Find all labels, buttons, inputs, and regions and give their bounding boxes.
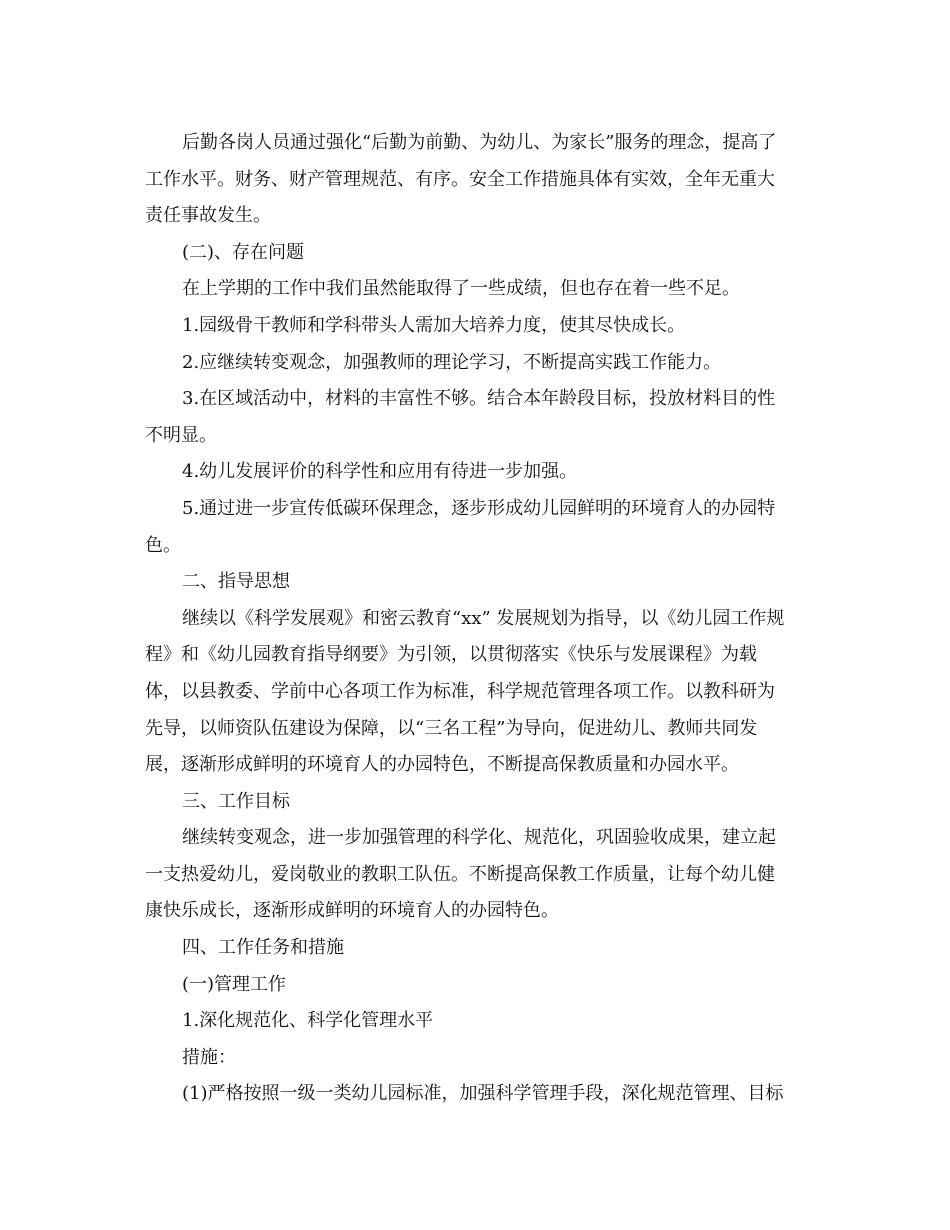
text-line: 体，以县教委、学前中心各项工作为标准，科学规范管理各项工作。以教科研为 [145,680,775,702]
text-line: 色。 [145,534,181,556]
text-line: 1.园级骨干教师和学科带头人需加大培养力度，使其尽快成长。 [182,314,686,336]
text-line: 康快乐成长，逐渐形成鲜明的环境育人的办园特色。 [145,900,559,922]
text-line: (一)管理工作 [182,973,287,995]
text-line: (1)严格按照一级一类幼儿园标准，加强科学管理手段，深化规范管理、目标 [182,1083,784,1105]
text-line: 继续转变观念，进一步加强管理的科学化、规范化，巩固验收成果，建立起 [182,827,776,849]
text-line: 继续以《科学发展观》和密云教育“xx” 发展规划为指导，以《幼儿园工作规 [182,607,785,629]
text-line: 三、工作目标 [182,790,290,812]
text-line: 4.幼儿发展评价的科学性和应用有待进一步加强。 [182,461,578,483]
text-line: 二、指导思想 [182,571,290,593]
text-line: 3.在区域活动中，材料的丰富性不够。结合本年龄段目标，投放材料目的性 [182,388,776,410]
text-line: 程》和《幼儿园教育指导纲要》为引领，以贯彻落实《快乐与发展课程》为载 [145,644,757,666]
text-line: 5.通过进一步宣传低碳环保理念，逐步形成幼儿园鲜明的环境育人的办园特 [182,497,776,519]
text-line: 不明显。 [145,424,217,446]
text-line: 四、工作任务和措施 [182,937,344,959]
text-line: 1.深化规范化、科学化管理水平 [182,1010,434,1032]
text-line: (二)、存在问题 [182,241,305,263]
text-line: 后勤各岗人员通过强化“后勤为前勤、为幼儿、为家长”服务的理念，提高了 [182,132,777,153]
text-line: 责任事故发生。 [145,205,271,227]
document-body [145,125,805,1113]
text-line: 措施： [182,1046,236,1068]
text-line: 在上学期的工作中我们虽然能取得了一些成绩，但也存在着一些不足。 [182,278,740,300]
text-line: 2.应继续转变观念，加强教师的理论学习，不断提高实践工作能力。 [182,351,722,373]
text-line: 工作水平。财务、财产管理规范、有序。安全工作措施具体有实效，全年无重大 [145,168,775,190]
text-line: 一支热爱幼儿，爱岗敬业的教职工队伍。不断提高保教工作质量，让每个幼儿健 [145,863,775,885]
text-line: 先导，以师资队伍建设为保障，以“三名工程”为导向，促进幼儿、教师共同发 [145,717,758,739]
text-line: 展，逐渐形成鲜明的环境育人的办园特色，不断提高保教质量和办园水平。 [145,754,739,776]
